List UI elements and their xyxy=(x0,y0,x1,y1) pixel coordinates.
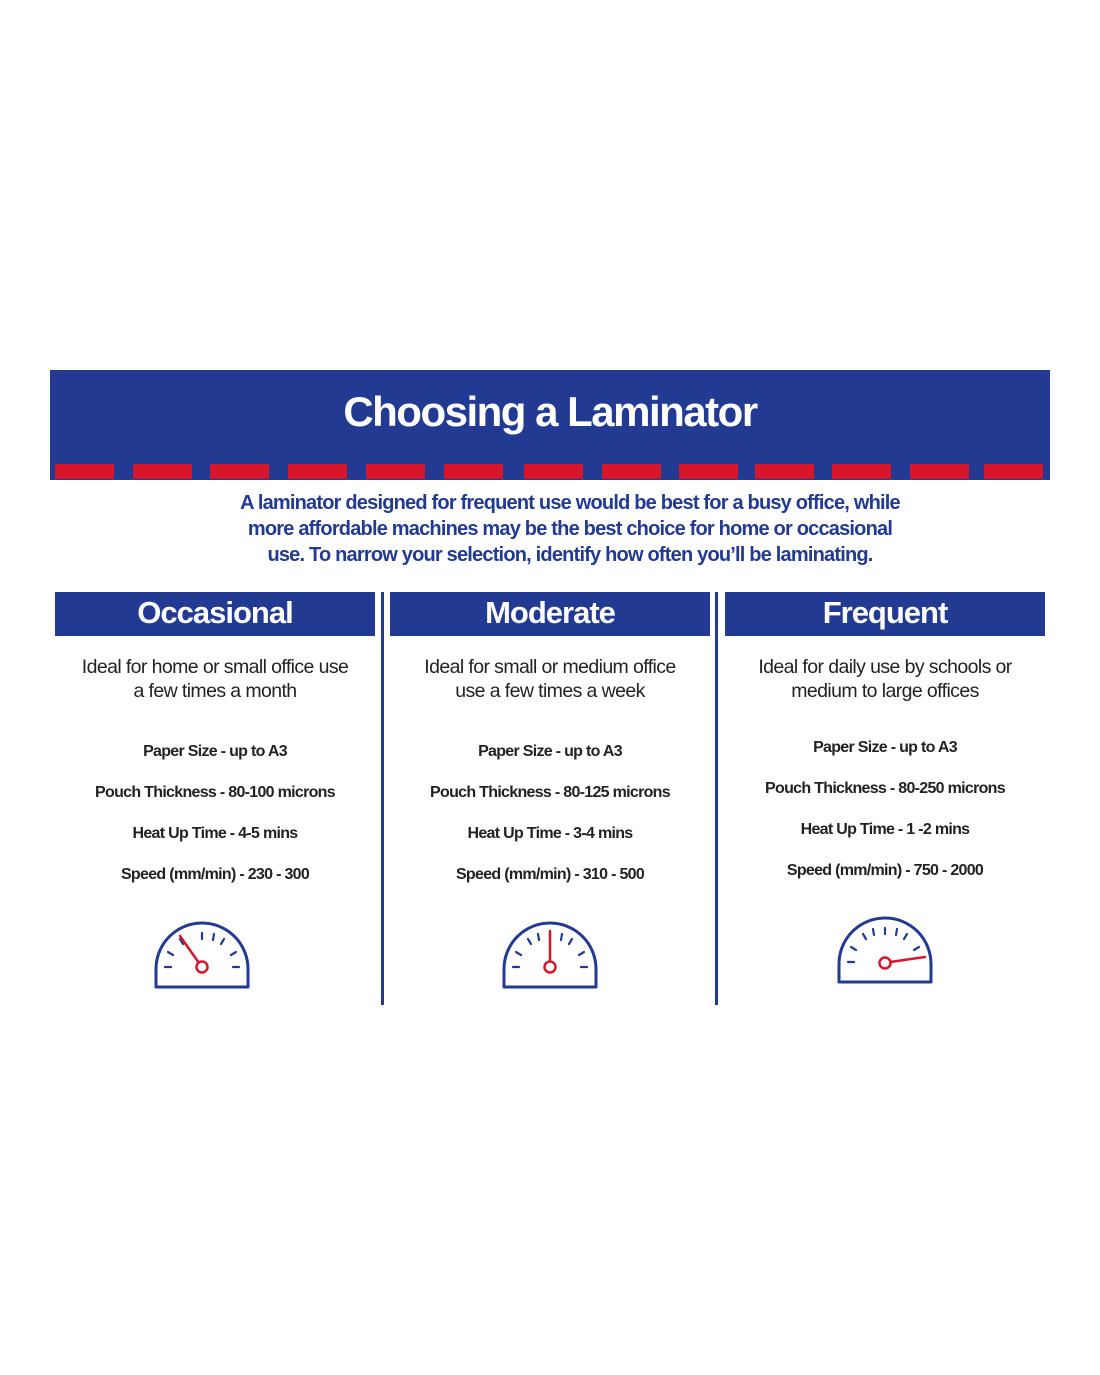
speedometer-high-icon xyxy=(835,914,935,986)
banner-stripe-segment xyxy=(679,464,738,479)
spec-heat-up-time: Heat Up Time - 1 -2 mins xyxy=(800,821,970,838)
column-divider xyxy=(381,592,384,1005)
description-line: Ideal for small or medium office xyxy=(424,656,676,678)
description-line: use a few times a week xyxy=(455,680,645,702)
spec-paper-size: Paper Size - up to A3 xyxy=(478,743,622,760)
banner-stripe-segment xyxy=(55,464,114,479)
intro-line: more affordable machines may be the best choice for home or occasional xyxy=(247,518,893,540)
intro-line: A laminator designed for frequent use would be best for a busy office, while xyxy=(240,492,900,514)
banner-stripe-segment xyxy=(910,464,969,479)
description-line: Ideal for home or small office use xyxy=(81,656,349,678)
speedometer-low-icon xyxy=(152,919,252,991)
banner-stripe-segment xyxy=(210,464,269,479)
title-banner xyxy=(50,370,1050,480)
spec-speed: Speed (mm/min) - 310 - 500 xyxy=(455,866,645,883)
description-line: medium to large offices xyxy=(791,680,979,702)
speedometer-medium-icon xyxy=(500,919,600,991)
spec-heat-up-time: Heat Up Time - 3-4 mins xyxy=(467,825,633,842)
column-header-occasional: Occasional xyxy=(55,592,375,636)
spec-pouch-thickness: Pouch Thickness - 80-100 microns xyxy=(95,784,335,801)
banner-stripe-segment xyxy=(524,464,583,479)
spec-heat-up-time: Heat Up Time - 4-5 mins xyxy=(132,825,298,842)
column-description xyxy=(390,655,710,703)
banner-stripe-segment xyxy=(444,464,503,479)
description-line: Ideal for daily use by schools or xyxy=(758,656,1012,678)
spec-pouch-thickness: Pouch Thickness - 80-125 microns xyxy=(430,784,670,801)
banner-stripe-segment xyxy=(366,464,425,479)
spec-pouch-thickness: Pouch Thickness - 80-250 microns xyxy=(765,780,1005,797)
spec-speed: Speed (mm/min) - 750 - 2000 xyxy=(786,862,984,879)
banner-stripe-segment xyxy=(832,464,891,479)
intro-text xyxy=(180,490,960,568)
column-divider xyxy=(715,592,718,1005)
spec-paper-size: Paper Size - up to A3 xyxy=(813,739,957,756)
description-line: a few times a month xyxy=(133,680,297,702)
banner-stripe-segment xyxy=(133,464,192,479)
banner-stripe-segment xyxy=(288,464,347,479)
spec-speed: Speed (mm/min) - 230 - 300 xyxy=(120,866,310,883)
column-description xyxy=(55,655,375,703)
column-header-frequent: Frequent xyxy=(725,592,1045,636)
column-header-moderate: Moderate xyxy=(390,592,710,636)
banner-stripe-segment xyxy=(602,464,661,479)
intro-line: use. To narrow your selection, identify how often you’ll be laminating. xyxy=(267,544,873,566)
banner-stripe-segment xyxy=(755,464,814,479)
column-description xyxy=(725,655,1045,703)
spec-paper-size: Paper Size - up to A3 xyxy=(143,743,287,760)
banner-stripe-segment xyxy=(984,464,1043,479)
page-title: Choosing a Laminator xyxy=(343,388,757,435)
